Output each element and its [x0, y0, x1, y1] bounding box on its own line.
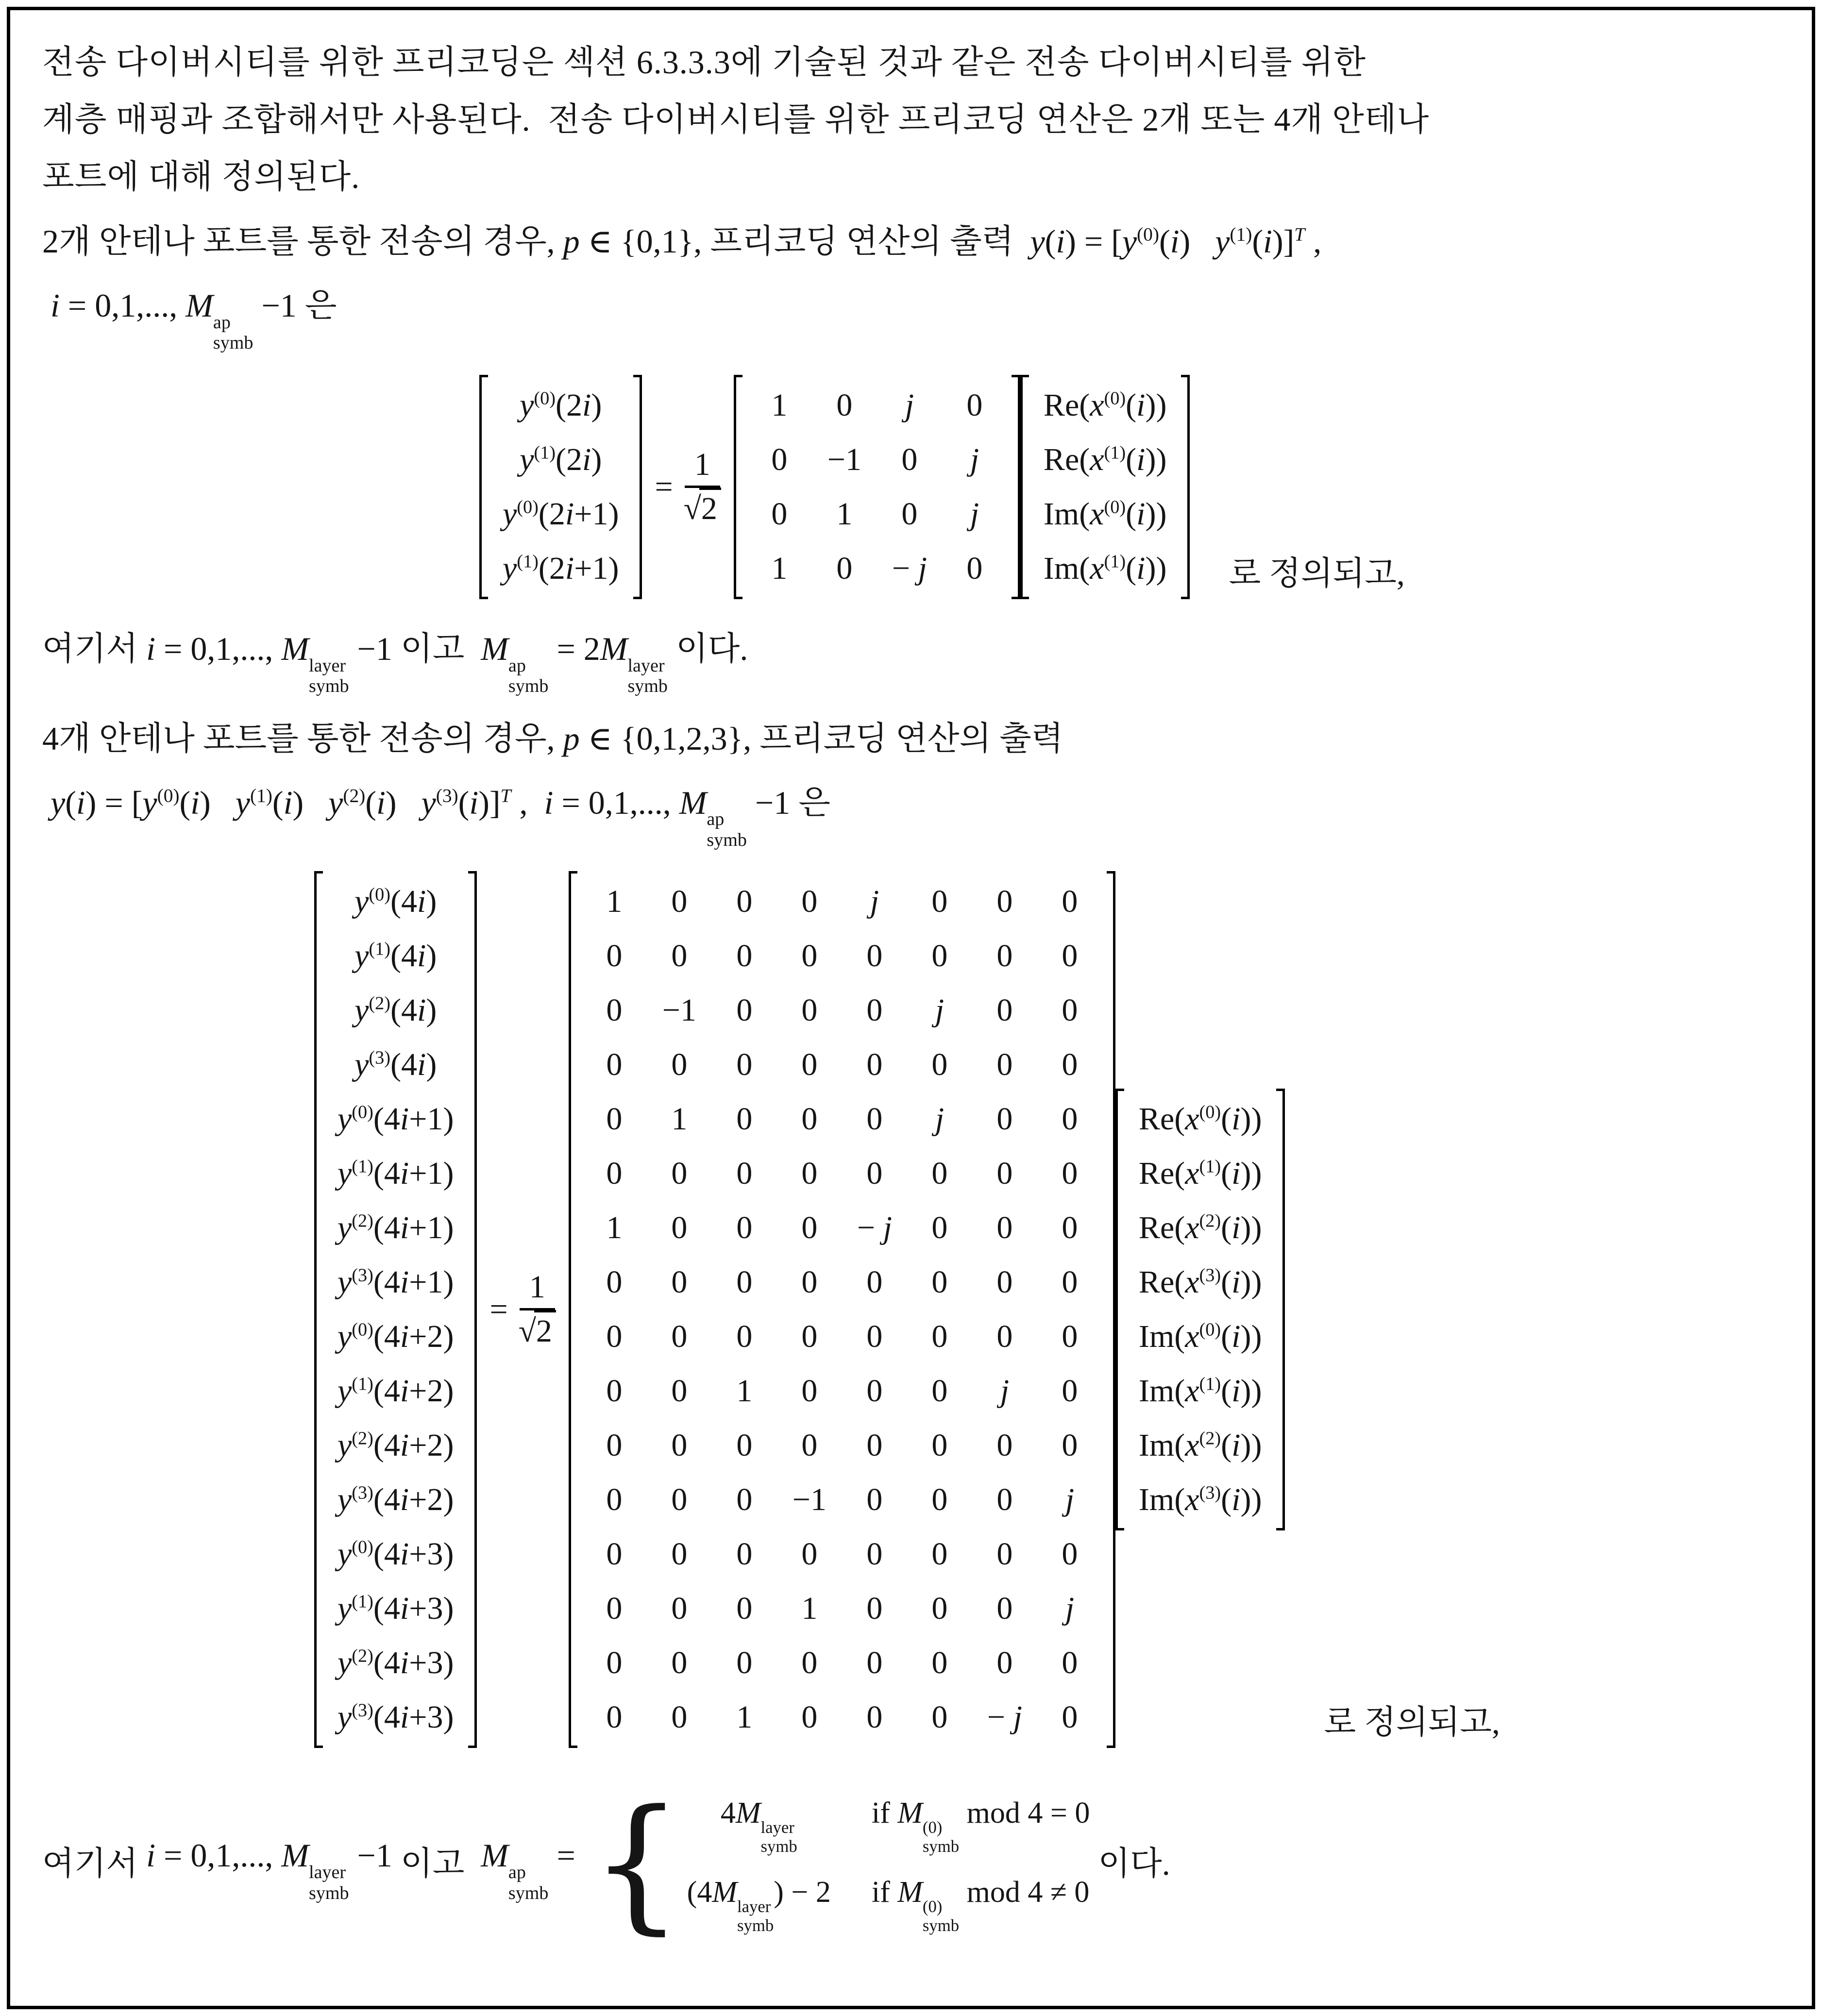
- matrix-cell: $y^{(1)}(2i)$: [520, 441, 602, 477]
- text-run: 프리코딩 연산의 출력: [751, 720, 1063, 757]
- matrix-cell: 0: [736, 1155, 753, 1191]
- matrix-cell: $y^{(1)}(2i+1)$: [503, 550, 619, 586]
- matrix-cell: 0: [1062, 1373, 1078, 1409]
- equation-four-port: [314, 871, 1780, 1748]
- matrix-cell: 0: [606, 1373, 623, 1409]
- matrix-cell: j: [1000, 1373, 1010, 1409]
- two-port-where-line: [42, 617, 1780, 697]
- matrix-cell: 0: [866, 1046, 883, 1082]
- matrix-cell: 0: [996, 1046, 1013, 1082]
- matrix-cell: $Im(x^{(0)}(i))$: [1043, 496, 1167, 532]
- two-port-output-vector: [479, 375, 642, 599]
- matrix-cell: 0: [931, 1155, 948, 1191]
- matrix-cell: 0: [671, 1155, 688, 1191]
- matrix-cell: 0: [736, 1318, 753, 1354]
- matrix-cell: 0: [1062, 1645, 1078, 1680]
- matrix-cell: 0: [931, 1536, 948, 1572]
- matrix-cell: 0: [866, 1481, 883, 1517]
- matrix-cell: $y^{(1)}(4i+3)$: [337, 1590, 454, 1626]
- math-run-p-set: p ∈ {0,1},: [563, 223, 702, 260]
- matrix-cell: $y^{(1)}(4i)$: [354, 938, 437, 974]
- text-run: 은: [790, 784, 830, 821]
- matrix-cell: 0: [1062, 1318, 1078, 1354]
- matrix-cell: 0: [866, 1427, 883, 1463]
- matrix-cell: $y^{(0)}(4i+3)$: [337, 1536, 454, 1572]
- matrix-cell: 0: [996, 1427, 1013, 1463]
- matrix-cell: 0: [996, 1481, 1013, 1517]
- fraction-denominator: [684, 488, 721, 525]
- four-port-precoding-matrix: [569, 871, 1115, 1748]
- matrix-cell: $y^{(2)}(4i)$: [354, 992, 437, 1028]
- matrix-cell: 0: [801, 1046, 818, 1082]
- matrix-cell: 0: [736, 992, 753, 1028]
- matrix-cell: j: [970, 496, 979, 532]
- matrix-cell: j: [1065, 1481, 1075, 1517]
- matrix-cell: 0: [1062, 938, 1078, 974]
- matrix-cell: 0: [736, 1481, 753, 1517]
- matrix-cell: $y^{(0)}(2i)$: [520, 387, 602, 423]
- matrix-cell: 0: [671, 938, 688, 974]
- matrix-cell: j: [935, 1101, 945, 1137]
- matrix-cell: 0: [671, 1264, 688, 1300]
- four-port-precoding-matrix-grid: [577, 871, 1107, 1748]
- matrix-cell: $y^{(1)}(4i+1)$: [337, 1155, 454, 1191]
- matrix-cell: $y^{(3)}(4i+2)$: [337, 1481, 454, 1517]
- matrix-cell: 0: [996, 938, 1013, 974]
- matrix-cell: 0: [996, 1210, 1013, 1245]
- radical-sign: √: [518, 1313, 536, 1349]
- case-1-condition: if M (0) symb mod 4 = 0: [871, 1796, 1090, 1856]
- one-over-sqrt-two: [519, 1271, 556, 1347]
- text-run: 이다.: [1090, 1845, 1170, 1882]
- matrix-cell: 0: [931, 1046, 948, 1082]
- matrix-cell: 0: [606, 1590, 623, 1626]
- matrix-cell: 0: [931, 1645, 948, 1680]
- matrix-cell: j: [935, 992, 945, 1028]
- math-run-layer-range-4: i = 0,1,..., M layer symb −1: [146, 1837, 392, 1903]
- matrix-cell: − j: [987, 1699, 1022, 1735]
- four-port-output-vector: [314, 871, 477, 1748]
- matrix-cell: 0: [736, 1046, 753, 1082]
- intro-line-3: 포트에 대해 정의된다.: [42, 158, 360, 195]
- text-run: 은: [296, 287, 337, 324]
- text-run: 이다.: [667, 630, 748, 667]
- matrix-cell: 0: [801, 883, 818, 919]
- matrix-cell: 0: [996, 992, 1013, 1028]
- matrix-cell: 0: [736, 1645, 753, 1680]
- matrix-cell: $y^{(2)}(4i+2)$: [337, 1427, 454, 1463]
- radical-sign: √: [683, 491, 701, 527]
- intro-line-1: 전송 다이버시티를 위한 프리코딩은 섹션 6.3.3.3에 기술된 것과 같은 전송 다이버시티를 위한: [42, 44, 1366, 81]
- matrix-cell: $y^{(2)}(4i+3)$: [337, 1645, 454, 1680]
- matrix-cell: 0: [1062, 1536, 1078, 1572]
- matrix-cell: 0: [671, 1481, 688, 1517]
- matrix-cell: 1: [606, 883, 623, 919]
- matrix-cell: 0: [606, 1645, 623, 1680]
- matrix-cell: 0: [671, 1645, 688, 1680]
- matrix-cell: 0: [736, 1536, 753, 1572]
- matrix-cell: $y^{(3)}(4i)$: [354, 1046, 437, 1082]
- matrix-cell: 0: [771, 496, 788, 532]
- matrix-cell: − j: [892, 550, 927, 586]
- matrix-cell: 0: [931, 1373, 948, 1409]
- four-port-where-line: [42, 1778, 1780, 1948]
- text-run: 4개 안테나 포트를 통한 전송의 경우,: [42, 720, 563, 757]
- right-bracket: [1012, 375, 1020, 599]
- matrix-cell: 0: [996, 1645, 1013, 1680]
- text-run: 프리코딩 연산의 출력: [702, 223, 1030, 260]
- matrix-cell: 0: [1062, 1264, 1078, 1300]
- fraction-numerator: 1: [685, 449, 720, 488]
- left-bracket: [569, 871, 577, 1748]
- matrix-cell: $y^{(3)}(4i+1)$: [337, 1264, 454, 1300]
- matrix-cell: 0: [801, 1155, 818, 1191]
- matrix-cell: 1: [771, 387, 788, 423]
- math-run-output-vector-4: $y(i) = [y^{(0)}(i)$ $y^{(1)}(i)$ $y^{(2)}(i)$ $y^{(3)}(i)]^T$ , i = 0,1,..., M ap symb −1: [51, 784, 791, 851]
- right-bracket: [1181, 375, 1190, 599]
- right-bracket: [1276, 1089, 1285, 1530]
- matrix-cell: 0: [801, 1373, 818, 1409]
- left-bracket: [1115, 1089, 1124, 1530]
- left-bracket: [479, 375, 488, 599]
- matrix-cell: 0: [836, 387, 853, 423]
- radicand: 2: [534, 1310, 556, 1349]
- matrix-cell: $Re(x^{(2)}(i))$: [1138, 1210, 1262, 1245]
- math-run-layer-range: i = 0,1,..., M layer symb −1: [146, 630, 392, 697]
- matrix-cell: 0: [901, 496, 918, 532]
- matrix-cell: 0: [966, 550, 983, 586]
- matrix-cell: 0: [736, 883, 753, 919]
- matrix-cell: − j: [857, 1210, 892, 1245]
- matrix-cell: 0: [771, 441, 788, 477]
- four-port-output-vector-grid: [323, 871, 468, 1748]
- intro-paragraph: [42, 34, 1780, 205]
- matrix-cell: 0: [671, 1590, 688, 1626]
- matrix-cell: 0: [736, 1590, 753, 1626]
- matrix-cell: 0: [996, 1101, 1013, 1137]
- matrix-cell: 0: [996, 883, 1013, 919]
- right-bracket: [633, 375, 642, 599]
- four-port-input-vector: [1115, 1089, 1285, 1530]
- two-port-input-vector: [1020, 375, 1190, 599]
- matrix-cell: $Re(x^{(0)}(i))$: [1043, 387, 1167, 423]
- matrix-cell: 0: [671, 883, 688, 919]
- four-port-input-vector-grid: [1124, 1089, 1277, 1530]
- matrix-cell: 0: [801, 1318, 818, 1354]
- matrix-cell: j: [905, 387, 914, 423]
- matrix-cell: 0: [866, 1536, 883, 1572]
- matrix-cell: 0: [736, 1264, 753, 1300]
- matrix-cell: $y^{(3)}(4i+3)$: [337, 1699, 454, 1735]
- matrix-cell: j: [1065, 1590, 1075, 1626]
- matrix-cell: $Im(x^{(2)}(i))$: [1138, 1427, 1262, 1463]
- fraction-denominator: [519, 1310, 556, 1347]
- matrix-cell: 0: [866, 1645, 883, 1680]
- matrix-cell: $Re(x^{(1)}(i))$: [1138, 1155, 1262, 1191]
- document-frame: [7, 7, 1815, 2009]
- left-bracket: [1020, 375, 1029, 599]
- matrix-cell: 0: [1062, 992, 1078, 1028]
- text-run: 2개 안테나 포트를 통한 전송의 경우,: [42, 223, 563, 260]
- matrix-cell: 0: [866, 1155, 883, 1191]
- matrix-cell: −1: [662, 992, 697, 1028]
- matrix-cell: $y^{(0)}(4i+1)$: [337, 1101, 454, 1137]
- matrix-cell: 0: [801, 938, 818, 974]
- piecewise-definition: [590, 1778, 1090, 1948]
- two-port-precoding-matrix: [734, 375, 1020, 599]
- matrix-cell: 0: [801, 1264, 818, 1300]
- matrix-cell: 0: [931, 1427, 948, 1463]
- matrix-cell: 0: [866, 1373, 883, 1409]
- math-run-p-set-4: p ∈ {0,1,2,3},: [563, 720, 752, 757]
- matrix-cell: −1: [792, 1481, 827, 1517]
- two-port-intro-line-1: [42, 209, 1780, 273]
- matrix-cell: 0: [866, 1264, 883, 1300]
- matrix-cell: 0: [801, 1536, 818, 1572]
- matrix-cell: 0: [606, 992, 623, 1028]
- left-bracket: [734, 375, 742, 599]
- equals-sign: =: [489, 1291, 508, 1327]
- matrix-cell: 1: [771, 550, 788, 586]
- matrix-cell: 0: [736, 1101, 753, 1137]
- matrix-cell: 0: [801, 992, 818, 1028]
- matrix-cell: 0: [1062, 1699, 1078, 1735]
- matrix-cell: 0: [801, 1427, 818, 1463]
- matrix-cell: 0: [606, 1318, 623, 1354]
- four-port-intro-line: [42, 706, 1780, 771]
- matrix-cell: 1: [606, 1210, 623, 1245]
- math-run-map-equals: M ap symb =: [481, 1837, 584, 1903]
- matrix-cell: 0: [1062, 1155, 1078, 1191]
- intro-line-2: 계층 매핑과 조합해서만 사용된다. 전송 다이버시티를 위한 프리코딩 연산은 2개 또는 4개 안테나: [42, 101, 1430, 138]
- matrix-cell: 0: [801, 1210, 818, 1245]
- right-bracket: [1107, 871, 1115, 1748]
- matrix-cell: 1: [836, 496, 853, 532]
- case-2-expression: (4M layer symb ) − 2: [687, 1875, 831, 1935]
- equals-sign: =: [655, 469, 673, 504]
- matrix-cell: 0: [866, 1101, 883, 1137]
- matrix-cell: 0: [671, 1046, 688, 1082]
- matrix-cell: 0: [606, 938, 623, 974]
- matrix-cell: 1: [671, 1101, 688, 1137]
- one-over-sqrt-two: [684, 449, 721, 525]
- matrix-cell: −1: [827, 441, 862, 477]
- defined-as-text: 로 정의되고,: [1324, 1703, 1500, 1741]
- matrix-cell: 0: [996, 1264, 1013, 1300]
- matrix-cell: 1: [736, 1373, 753, 1409]
- matrix-cell: 0: [606, 1536, 623, 1572]
- equals-scale-factor: [489, 1271, 556, 1347]
- matrix-cell: 0: [671, 1536, 688, 1572]
- fraction-numerator: 1: [520, 1271, 555, 1310]
- matrix-cell: $Re(x^{(1)}(i))$: [1043, 441, 1167, 477]
- defined-as-text: 로 정의되고,: [1229, 554, 1405, 592]
- matrix-cell: 1: [736, 1699, 753, 1735]
- matrix-cell: 0: [671, 1373, 688, 1409]
- matrix-cell: 0: [606, 1264, 623, 1300]
- matrix-cell: 1: [801, 1590, 818, 1626]
- matrix-cell: 0: [1062, 1046, 1078, 1082]
- matrix-cell: $y^{(2)}(4i+1)$: [337, 1210, 454, 1245]
- matrix-cell: 0: [996, 1318, 1013, 1354]
- matrix-cell: 0: [931, 1590, 948, 1626]
- matrix-cell: $Im(x^{(1)}(i))$: [1138, 1373, 1262, 1409]
- matrix-cell: 0: [866, 1590, 883, 1626]
- two-port-precoding-matrix-grid: [742, 375, 1012, 599]
- matrix-cell: $Im(x^{(3)}(i))$: [1138, 1481, 1262, 1517]
- two-port-output-vector-grid: [488, 375, 633, 599]
- matrix-cell: 0: [1062, 1427, 1078, 1463]
- matrix-cell: 0: [736, 938, 753, 974]
- matrix-cell: 0: [606, 1155, 623, 1191]
- math-run-output-vector: $y(i) = [y^{(0)}(i)$ $y^{(1)}(i)]^T$ ,: [1030, 223, 1322, 260]
- matrix-cell: 0: [671, 1427, 688, 1463]
- matrix-cell: $Re(x^{(0)}(i))$: [1138, 1101, 1262, 1137]
- matrix-cell: $y^{(1)}(4i+2)$: [337, 1373, 454, 1409]
- matrix-cell: j: [870, 883, 879, 919]
- matrix-cell: j: [970, 441, 979, 477]
- text-run: 이고: [392, 1845, 481, 1882]
- matrix-cell: 0: [996, 1590, 1013, 1626]
- matrix-cell: 0: [931, 1264, 948, 1300]
- matrix-cell: $Im(x^{(0)}(i))$: [1138, 1318, 1262, 1354]
- matrix-cell: 0: [606, 1699, 623, 1735]
- matrix-cell: 0: [931, 1481, 948, 1517]
- matrix-cell: 0: [996, 1155, 1013, 1191]
- case-2-condition: if M (0) symb mod 4 ≠ 0: [871, 1875, 1090, 1935]
- matrix-cell: 0: [736, 1210, 753, 1245]
- matrix-cell: 0: [671, 1210, 688, 1245]
- matrix-cell: 0: [606, 1101, 623, 1137]
- matrix-cell: 0: [1062, 1210, 1078, 1245]
- matrix-cell: $y^{(0)}(4i+2)$: [337, 1318, 454, 1354]
- matrix-cell: 0: [606, 1046, 623, 1082]
- cases-grid: [687, 1792, 1090, 1936]
- text-run: 여기서: [42, 1845, 147, 1882]
- matrix-cell: 0: [801, 1101, 818, 1137]
- matrix-cell: 0: [931, 1699, 948, 1735]
- matrix-cell: 0: [836, 550, 853, 586]
- math-run-symbol-relation: M ap symb = 2M layer symb: [481, 630, 668, 697]
- matrix-cell: 0: [931, 938, 948, 974]
- matrix-cell: 0: [866, 1318, 883, 1354]
- matrix-cell: 0: [931, 883, 948, 919]
- two-port-intro-line-2: [42, 273, 1780, 353]
- matrix-cell: 0: [931, 1210, 948, 1245]
- text-run: 여기서: [42, 630, 147, 667]
- text-run: 이고: [392, 630, 481, 667]
- matrix-cell: 0: [736, 1427, 753, 1463]
- matrix-cell: 0: [966, 387, 983, 423]
- four-port-vector-line: [42, 771, 1780, 851]
- matrix-cell: 0: [866, 992, 883, 1028]
- matrix-cell: 0: [996, 1536, 1013, 1572]
- matrix-cell: $y^{(0)}(4i)$: [354, 883, 437, 919]
- left-bracket: [314, 871, 323, 1748]
- case-1-expression: 4M layer symb: [720, 1796, 797, 1856]
- radicand: 2: [699, 487, 721, 526]
- matrix-cell: $y^{(0)}(2i+1)$: [503, 496, 619, 532]
- matrix-cell: 0: [606, 1481, 623, 1517]
- matrix-cell: 0: [671, 1699, 688, 1735]
- two-port-input-vector-grid: [1029, 375, 1181, 599]
- matrix-cell: 0: [901, 441, 918, 477]
- matrix-cell: 0: [606, 1427, 623, 1463]
- matrix-cell: 0: [801, 1645, 818, 1680]
- left-brace: {: [590, 1778, 683, 1948]
- matrix-cell: 0: [1062, 1101, 1078, 1137]
- matrix-cell: 0: [1062, 883, 1078, 919]
- matrix-cell: 0: [931, 1318, 948, 1354]
- right-bracket: [468, 871, 477, 1748]
- matrix-cell: 0: [866, 938, 883, 974]
- matrix-cell: 0: [671, 1318, 688, 1354]
- matrix-cell: $Re(x^{(3)}(i))$: [1138, 1264, 1262, 1300]
- matrix-cell: 0: [801, 1699, 818, 1735]
- matrix-cell: $Im(x^{(1)}(i))$: [1043, 550, 1167, 586]
- equation-two-port: [479, 375, 1780, 599]
- equals-scale-factor: [655, 449, 721, 525]
- matrix-cell: 0: [866, 1699, 883, 1735]
- math-run-index-range: i = 0,1,..., M ap symb −1: [51, 287, 297, 353]
